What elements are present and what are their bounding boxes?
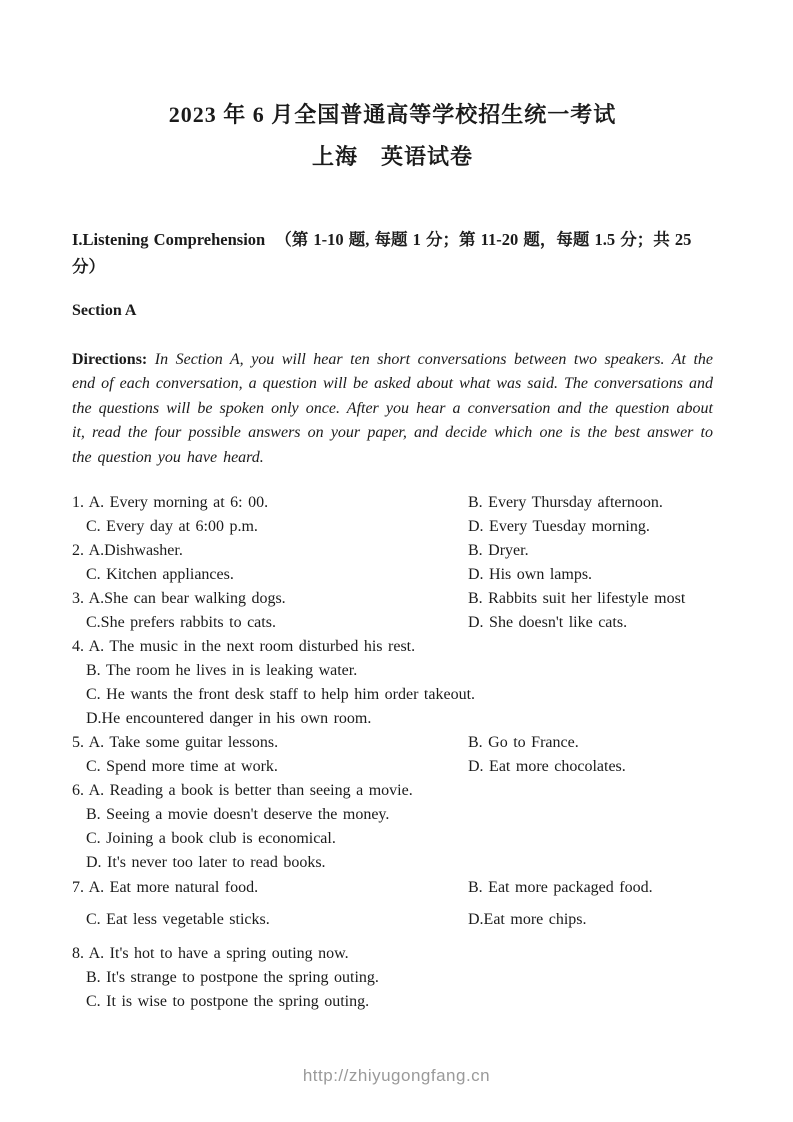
option-text-right: B. Rabbits suit her lifestyle most <box>468 590 686 608</box>
question-option-row <box>72 611 713 635</box>
question-option-row <box>72 731 713 755</box>
question-option-row <box>72 908 713 932</box>
option-text-right: B. Go to France. <box>468 734 579 752</box>
option-text-left: B. Seeing a movie doesn't deserve the money. <box>86 806 390 824</box>
option-text-right: D. Eat more chocolates. <box>468 758 626 776</box>
questions-list <box>72 491 713 1014</box>
question-option-row <box>72 876 713 900</box>
question-option-row <box>72 827 713 851</box>
question-option-row <box>72 942 713 966</box>
question-option-row <box>72 966 713 990</box>
option-text-left: C. Eat less vegetable sticks. <box>86 911 270 929</box>
option-text-left: 4. A. The music in the next room disturbed his rest. <box>72 638 416 656</box>
listening-heading-chinese-line1: （第 1-10 题, 每题 1 分；第 11-20 题，每题 1.5 分；共 25 <box>275 230 692 249</box>
option-text-left: C. Joining a book club is economical. <box>86 830 336 848</box>
option-text-right: B. Dryer. <box>468 542 529 560</box>
option-text-left: D.He encountered danger in his own room. <box>86 710 372 728</box>
listening-heading-english: I.Listening Comprehension <box>72 230 266 249</box>
question-option-row <box>72 515 713 539</box>
option-text-left: B. The room he lives in is leaking water. <box>86 662 358 680</box>
question-option-row <box>72 563 713 587</box>
option-text-left: 2. A.Dishwasher. <box>72 542 183 560</box>
directions-text: In Section A, you will hear ten short conversations between two speakers. At the end of each conversation, a question will be asked about what was said. The conversations and the questions will be spoken only once. After you hear a conversation and the question about it, read the four possible answers on your paper, and decide which one is the best answer to the question you have heard. <box>72 351 714 466</box>
question-option-row <box>72 659 713 683</box>
option-text-left: 1. A. Every morning at 6: 00. <box>72 494 269 512</box>
option-text-right: B. Eat more packaged food. <box>468 879 653 897</box>
option-text-left: 6. A. Reading a book is better than seeing a movie. <box>72 782 413 800</box>
question-option-row <box>72 803 713 827</box>
option-text-left: 7. A. Eat more natural food. <box>72 879 259 897</box>
question-option-row <box>72 990 713 1014</box>
option-text-right: D.Eat more chips. <box>468 911 587 929</box>
option-text-right: D. Every Tuesday morning. <box>468 518 650 536</box>
exam-title-line2: 上海 英语试卷 <box>311 144 473 169</box>
listening-section-heading <box>72 226 713 280</box>
question-option-row <box>72 683 713 707</box>
option-text-left: C. It is wise to postpone the spring outing. <box>86 993 370 1011</box>
question-option-row <box>72 539 713 563</box>
directions-paragraph <box>72 348 713 470</box>
listening-heading-chinese-line2: 分） <box>72 257 105 276</box>
option-text-left: B. It's strange to postpone the spring outing. <box>86 969 379 987</box>
option-text-left: 3. A.She can bear walking dogs. <box>72 590 286 608</box>
option-text-left: C. Kitchen appliances. <box>86 566 234 584</box>
question-option-row <box>72 851 713 875</box>
question-option-row <box>72 587 713 611</box>
footer-url: http://zhiyugongfang.cn <box>302 1066 491 1085</box>
option-text-right: D. His own lamps. <box>468 566 593 584</box>
question-option-row <box>72 779 713 803</box>
option-text-right: B. Every Thursday afternoon. <box>468 494 663 512</box>
option-text-left: C. Spend more time at work. <box>86 758 278 776</box>
question-option-row <box>72 491 713 515</box>
question-option-row <box>72 755 713 779</box>
option-text-right: D. She doesn't like cats. <box>468 614 628 632</box>
option-text-left: D. It's never too later to read books. <box>86 854 326 872</box>
question-option-row <box>72 707 713 731</box>
directions-label: Directions: <box>72 351 148 368</box>
section-a-label: Section A <box>72 302 137 319</box>
option-text-left: 8. A. It's hot to have a spring outing now. <box>72 945 349 963</box>
option-text-left: C.She prefers rabbits to cats. <box>86 614 276 632</box>
question-option-row <box>72 635 713 659</box>
option-text-left: C. He wants the front desk staff to help him order takeout. <box>86 686 476 704</box>
option-text-left: C. Every day at 6:00 p.m. <box>86 518 258 536</box>
option-text-left: 5. A. Take some guitar lessons. <box>72 734 279 752</box>
exam-title-line1: 2023 年 6 月全国普通高等学校招生统一考试 <box>168 102 617 127</box>
